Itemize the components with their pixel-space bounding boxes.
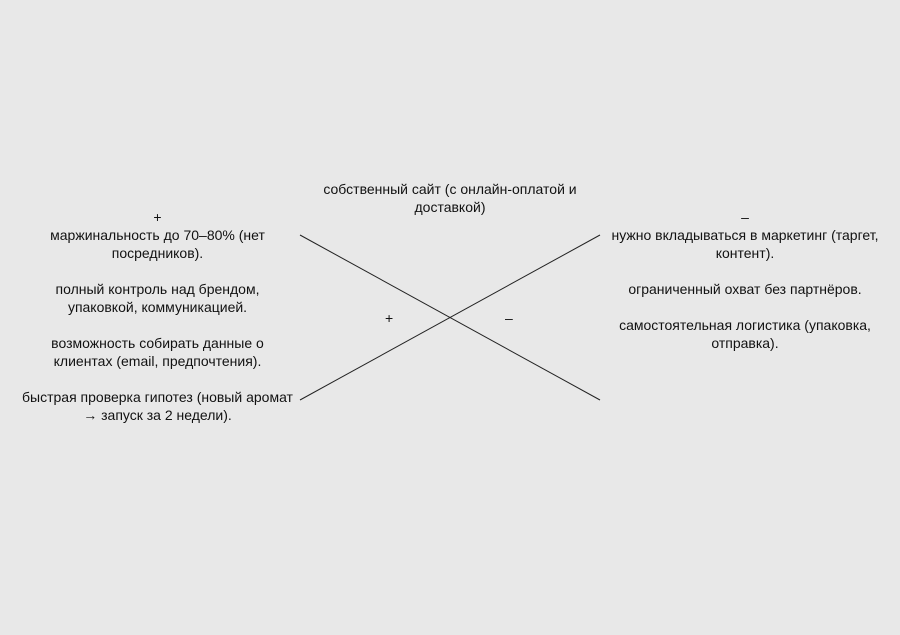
center-plus-sign: + xyxy=(385,310,394,326)
diagram-title: собственный сайт (с онлайн-оплатой и доставкой) xyxy=(323,181,577,215)
cons-item: нужно вкладываться в маркетинг (таргет, контент). xyxy=(611,227,879,261)
pros-item: возможность собирать данные о клиентах (email, предпочтения). xyxy=(51,335,264,369)
cons-item: ограниченный охват без партнёров. xyxy=(628,281,862,297)
center-minus-sign: – xyxy=(505,310,513,326)
cons-item: самостоятельная логистика (упаковка, отправка). xyxy=(619,317,871,351)
pros-item: быстрая проверка гипотез (новый аромат → запуск за 2 недели). xyxy=(22,389,293,423)
pros-sign: + xyxy=(153,209,162,225)
pros-item: маржинальность до 70–80% (нет посредников). xyxy=(50,227,265,261)
cons-column xyxy=(605,208,885,352)
pros-item: полный контроль над брендом, упаковкой, коммуникацией. xyxy=(55,281,260,315)
cons-sign: – xyxy=(741,209,749,225)
pros-column xyxy=(20,208,295,424)
